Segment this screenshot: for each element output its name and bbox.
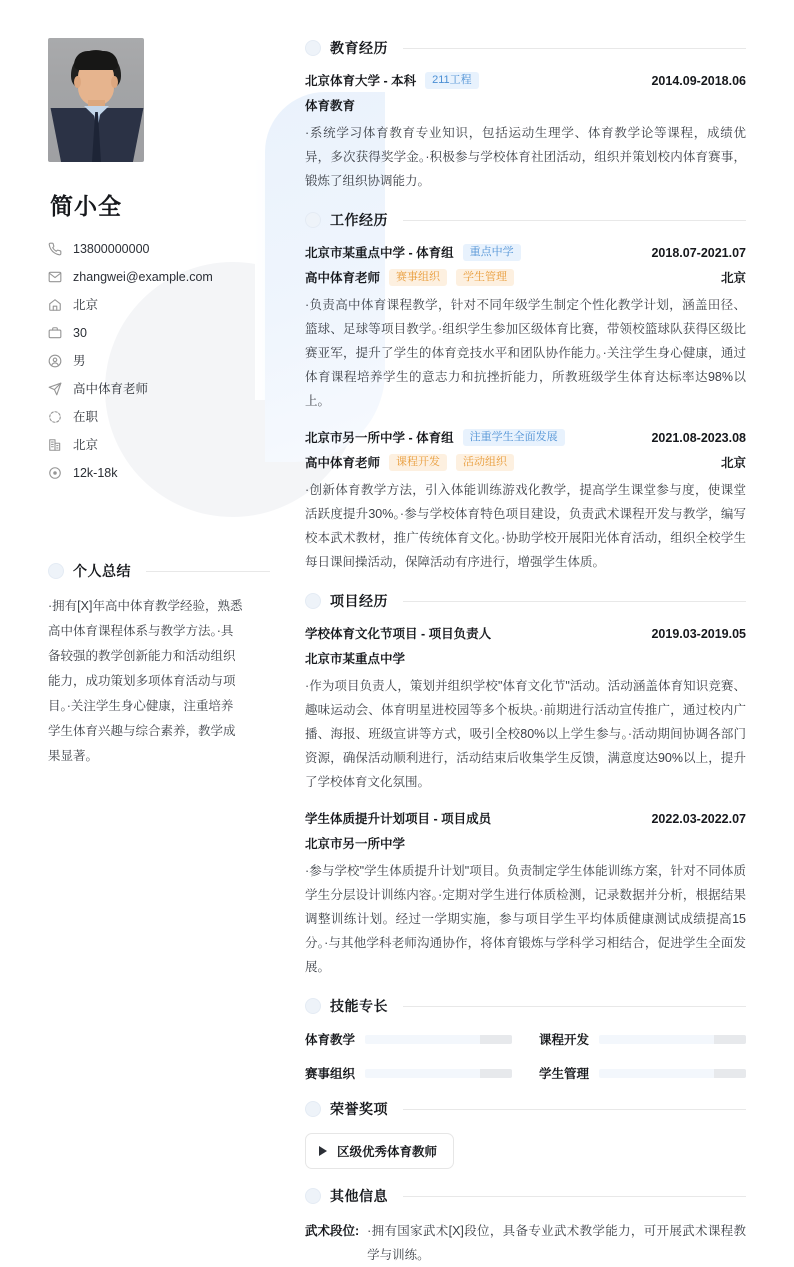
work-company-tag: 重点中学 — [463, 244, 521, 261]
entry-header-row — [305, 428, 746, 446]
section-honors — [305, 1099, 746, 1169]
entry-header-row — [305, 809, 746, 827]
skill-progress-bar — [365, 1069, 512, 1078]
section-title: 教育经历 — [330, 40, 388, 56]
briefcase-icon — [48, 326, 62, 340]
section-header-summary — [48, 561, 270, 581]
skill-progress-bar — [365, 1035, 512, 1044]
education-tag: 211工程 — [425, 72, 479, 89]
contact-value: 在职 — [73, 410, 99, 425]
project-name: 学校体育文化节项目 - 项目负责人 — [305, 627, 492, 641]
entry-role-row — [305, 268, 746, 286]
paper-plane-icon — [48, 382, 62, 396]
home-icon — [48, 298, 62, 312]
section-title: 项目经历 — [330, 593, 388, 609]
section-education — [305, 38, 746, 193]
divider — [403, 1196, 746, 1197]
work-description: ·负责高中体育课程教学，针对不同年级学生制定个性化教学计划，涵盖田径、篮球、足球等项目教学。·组织学生参加区级体育比赛，带领校篮球队获得区级比赛亚军，提升了学生的体育竞技水平和团队协作能力。·关注学生身心健康，通过体育课程培养学生的意志力和抗挫折能力，所教班级学生体育达标率达98%以上。 — [305, 298, 746, 408]
contact-value: 北京 — [73, 438, 99, 453]
page-title: 简小全 — [50, 193, 122, 219]
other-info-key: 武术段位: — [305, 1224, 360, 1238]
section-bullet-icon — [305, 212, 321, 228]
entry-header-row — [305, 243, 746, 261]
divider — [403, 601, 746, 602]
skill-progress-fill — [714, 1035, 746, 1044]
work-role-tag: 赛事组织 — [389, 269, 447, 286]
honor-label: 区级优秀体育教师 — [337, 1145, 438, 1159]
skills-grid — [305, 1030, 746, 1082]
contact-item-work-city — [48, 431, 270, 459]
education-school: 北京体育大学 - 本科 — [305, 74, 417, 88]
building-icon — [48, 438, 62, 452]
refresh-icon — [48, 410, 62, 424]
section-header-projects — [305, 591, 746, 611]
work-entry — [305, 243, 746, 413]
work-entry — [305, 428, 746, 574]
honor-list — [305, 1133, 746, 1169]
contact-item-city — [48, 291, 270, 319]
skill-progress-fill — [480, 1069, 512, 1078]
section-skills — [305, 996, 746, 1082]
project-org: 北京市另一所中学 — [305, 837, 406, 851]
project-description: ·作为项目负责人，策划并组织学校"体育文化节"活动。活动涵盖体育知识竞赛、趣味运动会、体育明星进校园等多个板块。·前期进行活动宣传推广，通过校内广播、海报、班级宣讲等方式，吸引全校80%以上学生参与。·活动期间协调各部门资源，确保活动顺利进行，活动结束后收集学生反馈，满意度达90%以上，提升了学校体育文化氛围。 — [305, 679, 746, 789]
entry-header-row — [305, 71, 746, 89]
section-bullet-icon — [305, 40, 321, 56]
section-title: 荣誉奖项 — [330, 1101, 388, 1117]
section-title: 个人总结 — [73, 563, 131, 579]
section-bullet-icon — [305, 1101, 321, 1117]
section-title: 技能专长 — [330, 998, 388, 1014]
divider — [403, 220, 746, 221]
contact-item-email — [48, 263, 270, 291]
work-role-tag: 活动组织 — [456, 454, 514, 471]
contact-value: 30 — [73, 326, 87, 341]
contact-value: 北京 — [73, 298, 99, 313]
contact-item-position — [48, 375, 270, 403]
section-header-honors — [305, 1099, 746, 1119]
skill-name: 体育教学 — [305, 1033, 356, 1047]
divider — [403, 1006, 746, 1007]
section-work — [305, 210, 746, 574]
section-projects — [305, 591, 746, 979]
skill-progress-fill — [480, 1035, 512, 1044]
phone-icon — [48, 242, 62, 256]
work-description: ·创新体育教学方法，引入体能训练游戏化教学，提高学生课堂参与度，使课堂活跃度提升30%。·参与学校体育特色项目建设，负责武术课程开发与教学，编写校本武术教材，推广传统体育文化。·协助学校开展阳光体育活动，组织全校学生每日课间操活动，保障活动有序进行，增强学生体质。 — [305, 483, 746, 569]
skill-name: 学生管理 — [539, 1067, 590, 1081]
section-other-info — [305, 1186, 746, 1267]
skill-item — [305, 1030, 512, 1048]
project-entry — [305, 809, 746, 979]
entry-role-row — [305, 453, 746, 471]
work-location: 北京 — [720, 271, 746, 285]
divider — [403, 48, 746, 49]
summary-text: ·拥有[X]年高中体育教学经验，熟悉高中体育课程体系与教学方法。·具备较强的教学创新能力和活动组织能力，成功策划多项体育活动与项目。·关注学生身心健康，注重培养学生体育兴趣与综合素养，教学成果显著。 — [48, 599, 243, 763]
section-header-other-info — [305, 1186, 746, 1206]
skill-name: 赛事组织 — [305, 1067, 356, 1081]
work-role: 高中体育老师 — [305, 456, 381, 470]
contact-item-salary — [48, 459, 270, 487]
work-company: 北京市另一所中学 - 体育组 — [305, 431, 454, 445]
divider — [403, 1109, 746, 1110]
skill-progress-bar — [599, 1069, 746, 1078]
skill-item — [539, 1064, 746, 1082]
sidebar — [0, 0, 270, 1220]
section-bullet-icon — [305, 998, 321, 1014]
main-column — [270, 0, 794, 1262]
contact-item-gender — [48, 347, 270, 375]
envelope-icon — [48, 270, 62, 284]
contact-value: 高中体育老师 — [73, 382, 149, 397]
contact-value: zhangwei@example.com — [73, 270, 213, 285]
contact-value: 男 — [73, 354, 86, 369]
project-description: ·参与学校"学生体质提升计划"项目。负责制定学生体能训练方案，针对不同体质学生分层设计训练内容。·定期对学生进行体质检测，记录数据并分析，根据结果调整训练计划。经过一学期实施，参与项目学生平均体质健康测试成绩提高15分。·与其他学科老师沟通协作，将体育锻炼与学科学习相结合，促进学生全面发展。 — [305, 864, 746, 974]
work-date: 2021.08-2023.08 — [651, 431, 746, 445]
section-header-work — [305, 210, 746, 230]
education-entry — [305, 71, 746, 193]
project-name: 学生体质提升计划项目 - 项目成员 — [305, 812, 492, 826]
education-date: 2014.09-2018.06 — [651, 74, 746, 88]
work-company-tag: 注重学生全面发展 — [463, 429, 565, 446]
section-title: 工作经历 — [330, 212, 388, 228]
entry-header-row — [305, 624, 746, 642]
skill-name: 课程开发 — [539, 1033, 590, 1047]
skill-progress-fill — [714, 1069, 746, 1078]
user-circle-icon — [48, 354, 62, 368]
divider — [146, 571, 270, 572]
work-location: 北京 — [720, 456, 746, 470]
work-role-tag: 课程开发 — [389, 454, 447, 471]
project-entry — [305, 624, 746, 794]
skill-item — [305, 1064, 512, 1082]
education-major: 体育教育 — [305, 99, 356, 113]
skill-item — [539, 1030, 746, 1048]
project-date: 2019.03-2019.05 — [651, 627, 746, 641]
work-date: 2018.07-2021.07 — [651, 246, 746, 260]
other-info-value: ·拥有国家武术[X]段位，具备专业武术教学能力，可开展武术课程教学与训练。 — [367, 1224, 746, 1262]
contact-value: 13800000000 — [73, 242, 150, 257]
work-role-tag: 学生管理 — [456, 269, 514, 286]
contact-item-age — [48, 319, 270, 347]
work-role: 高中体育老师 — [305, 271, 381, 285]
skill-progress-bar — [599, 1035, 746, 1044]
contact-value: 12k-18k — [73, 466, 118, 481]
contact-list — [48, 235, 270, 487]
section-bullet-icon — [48, 563, 64, 579]
project-date: 2022.03-2022.07 — [651, 812, 746, 826]
section-title: 其他信息 — [330, 1188, 388, 1204]
section-bullet-icon — [305, 593, 321, 609]
honor-badge[interactable] — [305, 1133, 454, 1169]
target-icon — [48, 466, 62, 480]
contact-item-status — [48, 403, 270, 431]
avatar — [48, 38, 144, 162]
education-description: ·系统学习体育教育专业知识，包括运动生理学、体育教学论等课程，成绩优异，多次获得奖学金。·积极参与学校体育社团活动，组织并策划校内体育赛事，锻炼了组织协调能力。 — [305, 126, 746, 188]
section-header-skills — [305, 996, 746, 1016]
section-bullet-icon — [305, 1188, 321, 1204]
work-company: 北京市某重点中学 - 体育组 — [305, 246, 454, 260]
project-org: 北京市某重点中学 — [305, 652, 406, 666]
section-header-education — [305, 38, 746, 58]
play-triangle-icon — [319, 1146, 327, 1156]
other-info-row — [305, 1219, 746, 1267]
contact-item-phone — [48, 235, 270, 263]
